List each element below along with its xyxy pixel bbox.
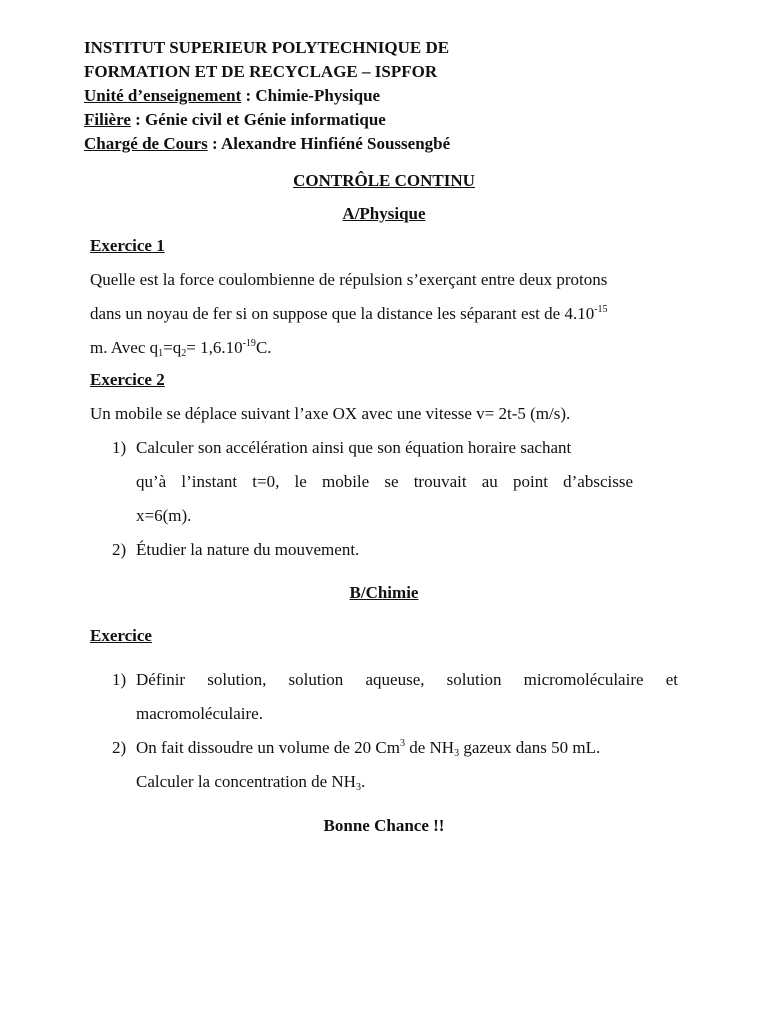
subscript: 3 [454,748,460,759]
question-number: 2) [112,738,127,757]
text-fragment: m. Avec q [90,338,159,357]
institute-name-line1: INSTITUT SUPERIEUR POLYTECHNIQUE DE [84,38,450,57]
unite-label: Unité d’enseignement [84,86,242,105]
unite-value: : Chimie-Physique [241,86,381,105]
text-fragment: C. [255,338,272,357]
filiere-label: Filière [84,110,131,129]
section-heading-physique: A/Physique [342,204,426,223]
filiere-row [84,110,386,130]
exercise-2-intro: Un mobile se déplace suivant l’axe OX avec une vitesse v= 2t-5 (m/s). [90,404,571,423]
exponent: -19 [242,338,256,349]
chimie-q1-line2: macromoléculaire. [136,704,263,723]
subscript: 1 [158,348,164,359]
charge-row [84,134,450,154]
exponent: -15 [594,304,608,315]
charge-label: Chargé de Cours [84,134,208,153]
text-fragment: On fait dissoudre un volume de 20 Cm [136,738,400,757]
exercise-1-line1: Quelle est la force coulombienne de répulsion s’exerçant entre deux protons [90,270,608,289]
exercise-2-q1-line1: Calculer son accélération ainsi que son équation horaire sachant [136,438,572,457]
subscript: 2 [181,348,187,359]
exercise-1-title: Exercice 1 [90,236,165,255]
text-fragment: Calculer la concentration de NH [136,772,356,791]
text-fragment: gazeux dans 50 mL. [459,738,601,757]
text-fragment: = 1,6.10 [186,338,243,357]
chimie-q2-line2 [136,772,365,792]
text-fragment: de NH [404,738,455,757]
chimie-q1-line1: Définir solution, solution aqueuse, solution micromoléculaire et [136,670,678,689]
unite-row [84,86,380,106]
text-fragment: =q [163,338,182,357]
question-number: 1) [112,438,127,457]
exercise-1-line2-text: dans un noyau de fer si on suppose que la distance les séparant est de 4.10 [90,304,595,323]
chimie-q2-line1 [136,738,600,758]
exercise-1-line2 [90,304,608,324]
charge-value: : Alexandre Hinfiéné Soussengbé [207,134,451,153]
closing-text: Bonne Chance !! [323,816,445,835]
question-number: 2) [112,540,127,559]
exercise-1-line3 [90,338,272,358]
exercise-2-q1-line3: x=6(m). [136,506,192,525]
text-fragment: . [360,772,366,791]
exercise-2-title: Exercice 2 [90,370,165,389]
filiere-value: : Génie civil et Génie informatique [130,110,386,129]
exercise-2-q1-line2: qu’à l’instant t=0, le mobile se trouvait au point d’abscisse [136,472,633,491]
institute-name-line2: FORMATION ET DE RECYCLAGE – ISPFOR [84,62,438,81]
subscript: 3 [355,782,361,793]
question-number: 1) [112,670,127,689]
exercise-2-q2-line1: Étudier la nature du mouvement. [136,540,360,559]
page-title: CONTRÔLE CONTINU [293,171,475,190]
chimie-exercise-title: Exercice [90,626,152,645]
section-heading-chimie: B/Chimie [349,583,419,602]
exponent: 3 [399,738,405,749]
